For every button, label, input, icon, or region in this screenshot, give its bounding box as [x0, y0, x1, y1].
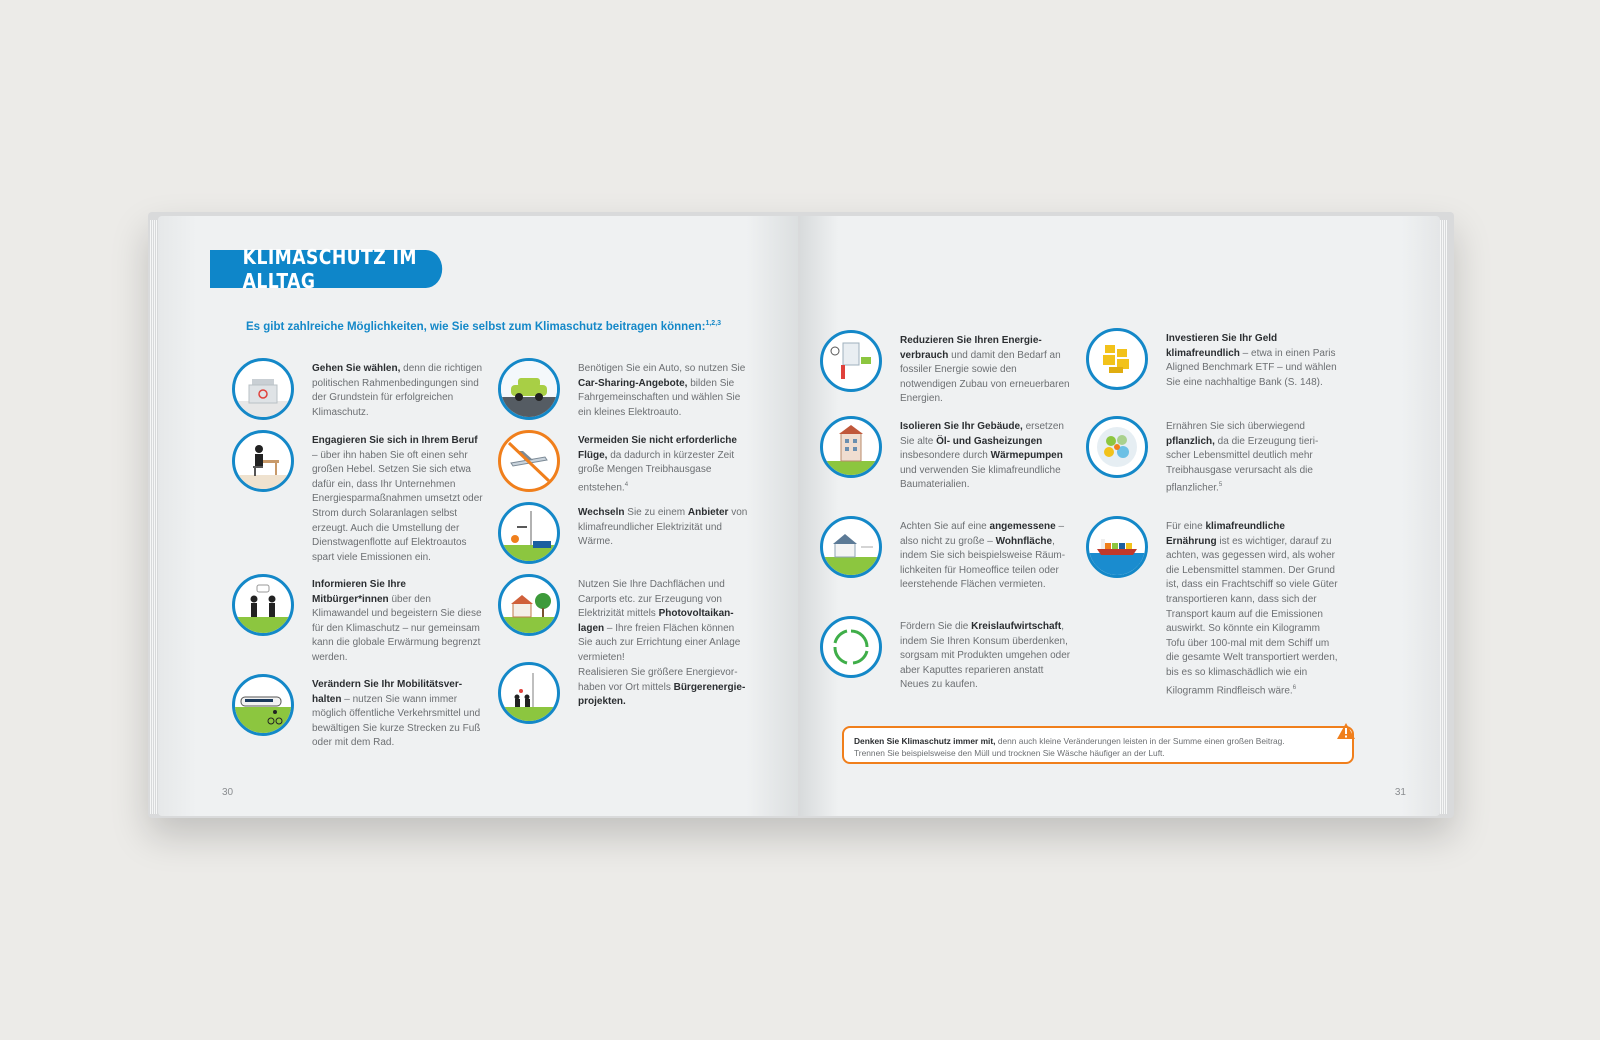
page-number: 30	[222, 787, 234, 798]
tip-job	[232, 430, 484, 565]
tip-inform	[232, 574, 484, 666]
left-page	[158, 216, 798, 816]
tip-reduce-energy	[820, 330, 1072, 407]
cargo-ship-icon	[1086, 516, 1148, 578]
warning-icon	[1336, 722, 1356, 740]
no-flight-icon	[498, 430, 560, 492]
train-bike-icon	[232, 674, 294, 736]
note-line-1: Denken Sie Klimaschutz immer mit, denn auch kleine Veränderungen leisten in der Summe einen großen Beitrag.	[854, 736, 1285, 746]
tip-vote	[232, 358, 484, 420]
people-talking-icon	[232, 574, 294, 636]
page-stack-left	[150, 220, 158, 814]
building-icon	[820, 416, 882, 478]
tip-text: Realisieren Sie größere Energievorhaben vor Ort mittels Bürgerenergieprojekten.	[578, 667, 746, 708]
tip-plant-diet	[1086, 416, 1338, 496]
tip-carsharing	[498, 358, 750, 420]
tip-provider	[498, 502, 750, 564]
house-icon	[820, 516, 882, 578]
tip-photovoltaics	[498, 574, 750, 666]
tip-text: Investieren Sie Ihr Geld klimafreundlich – etwa in einen Paris Aligned Benchmark ETF – und wählen Sie eine nachhaltige Bank (S. 148).	[1166, 333, 1337, 388]
tip-text: Für eine klimafreundliche Ernährung ist es wichtiger, darauf zu achten, was gegessen wird, als woher die Lebensmittel stammen. Der Grund ist, dass ein Frachtschiff so viele Güter transportieren kann, dass sich der Transport kaum auf die Emissionen auswirkt. So könnte ein Kilogramm Tofu über 100-mal mit dem Schiff um die gesamte Welt transportiert werden, bis es so klimaschädlich wie ein Kilogramm Rindfleisch wäre.$^6$	[1166, 521, 1338, 696]
tip-text: Verändern Sie Ihr Mobilitätsverhalten – nutzen Sie wann immer möglich öffentliche Verkehrsmittel und bewältigen Sie kurze Strecken zu Fuß oder mit dem Rad.	[312, 679, 481, 749]
tip-living-space	[820, 516, 1072, 593]
car-icon	[498, 358, 560, 420]
ballot-box-icon	[232, 358, 294, 420]
tip-insulate	[820, 416, 1072, 493]
tip-text: Fördern Sie die Kreislaufwirtschaft, indem Sie Ihren Konsum überdenken, sorgsam mit Produkten umgehen oder aber Kaputtes reparieren anstatt Neues zu kaufen.	[900, 621, 1071, 691]
tip-mobility	[232, 674, 484, 751]
plant-food-icon	[1086, 416, 1148, 478]
solar-house-icon	[498, 574, 560, 636]
tip-flights	[498, 430, 750, 496]
recycle-icon	[820, 616, 882, 678]
tip-text: Benötigen Sie ein Auto, so nutzen Sie Car-Sharing-Angebote, bilden Sie Fahrgemeinschaften und wählen Sie ein kleines Elektroauto.	[578, 363, 746, 418]
office-worker-icon	[232, 430, 294, 492]
tip-circular-economy	[820, 616, 1072, 693]
tip-text: Informieren Sie Ihre Mitbürger*innen über den Klimawandel und begeistern Sie diese für den Klimaschutz – nur gemeinsam kann die globale Erwärmung begrenzt werden.	[312, 579, 482, 663]
page-number: 31	[1394, 787, 1406, 798]
tip-text: Vermeiden Sie nicht erforderliche Flüge, da dadurch in kürzester Zeit große Mengen Treibhausgase entstehen.$^4$	[578, 435, 737, 494]
tip-text: Ernähren Sie sich überwiegend pflanzlich, da die Erzeugung tierischer Lebensmittel deutlich mehr Treibhausgase verursacht als die pflanzlicher.$^5$	[1166, 421, 1319, 494]
community-wind-icon	[498, 662, 560, 724]
open-book	[148, 212, 1454, 824]
tip-text: Engagieren Sie sich in Ihrem Beruf – über ihn haben Sie oft einen sehr großen Hebel. Setzen Sie sich etwa dafür ein, dass Ihr Unternehmen Energiesparmaßnahmen umsetzt oder Strom durch Solaranlagen selbst erzeugt. Auch die Umstellung der Dienstwagenflotte auf Elektroautos spart viele Emissionen ein.	[312, 435, 483, 563]
tip-text: Isolieren Sie Ihr Gebäude, ersetzen Sie alte Öl- und Gasheizungen insbesondere durch Wärmepumpen und verwenden Sie klimafreundliche Baumaterialien.	[900, 421, 1064, 491]
renewable-energy-icon	[498, 502, 560, 564]
info-note	[842, 726, 1354, 764]
tip-text: Wechseln Sie zu einem Anbieter von klimafreundlicher Elektrizität und Wärme.	[578, 507, 748, 548]
energy-meter-icon	[820, 330, 882, 392]
intro-text: Es gibt zahlreiche Möglichkeiten, wie Sie selbst zum Klimaschutz beitragen können:$^{1,2,3}$	[246, 320, 722, 333]
tip-text: Achten Sie auf eine angemessene – also nicht zu große – Wohnfläche, indem Sie sich beispielsweise Räumlichkeiten für Homeoffice teilen oder leerstehende Flächen vermieten.	[900, 521, 1066, 591]
tip-text: Gehen Sie wählen, denn die richtigen politischen Rahmenbedingungen sind der Grundstein für erfolgreichen Klimaschutz.	[312, 363, 483, 418]
tip-text: Nutzen Sie Ihre Dachflächen und Carports etc. zur Erzeugung von Elektrizität mittels Photovoltaikanlagen – Ihre freien Flächen können Sie auch zur Errichtung einer Anlage vermieten!	[578, 579, 741, 663]
tip-text: Reduzieren Sie Ihren Energieverbrauch und damit den Bedarf an fossiler Energie sowie den notwendigen Zubau von erneuerbaren Energien.	[900, 335, 1070, 405]
tip-climate-friendly-food	[1086, 516, 1338, 698]
tip-invest	[1086, 328, 1338, 390]
coins-icon	[1086, 328, 1148, 390]
page-stack-right	[1440, 220, 1448, 814]
note-line-2: Trennen Sie beispielsweise den Müll und trocknen Sie Wäsche häufiger an der Luft.	[854, 748, 1165, 758]
page-title: KLIMASCHUTZ IM ALLTAG	[210, 250, 442, 288]
tip-community-energy	[498, 662, 750, 724]
right-page	[800, 216, 1440, 816]
